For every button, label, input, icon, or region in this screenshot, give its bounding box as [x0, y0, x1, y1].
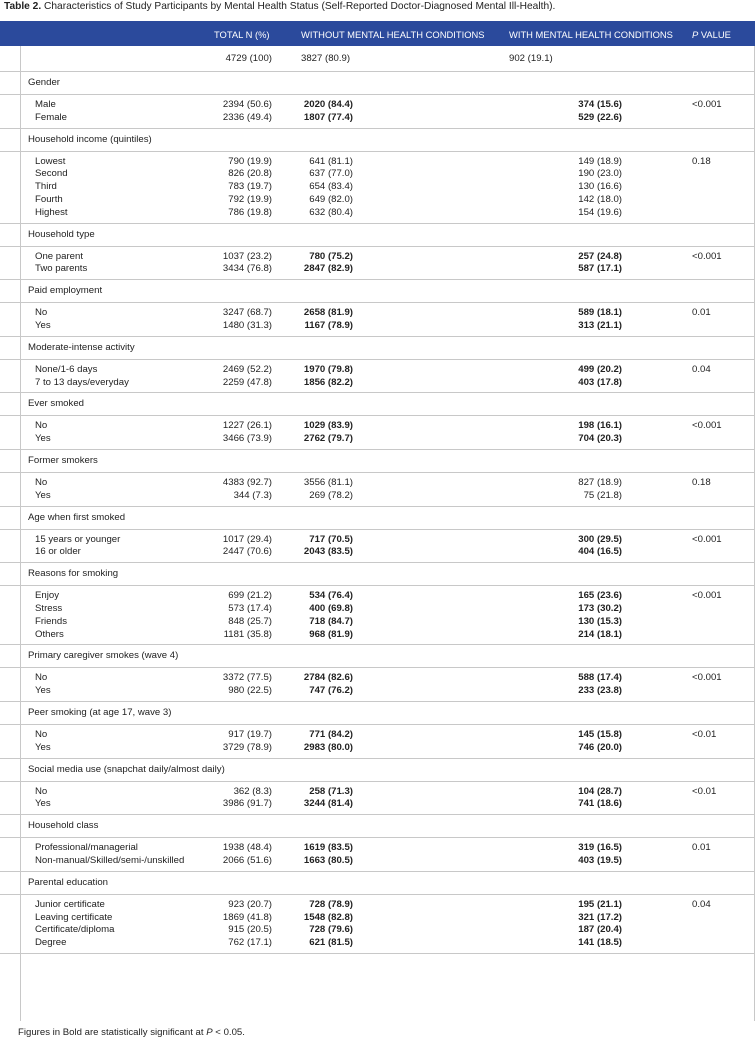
section-title: Moderate-intense activity: [0, 337, 755, 360]
cell-without: 2784 (82.6): [303, 672, 353, 684]
cell-with: 704 (20.3): [578, 433, 622, 445]
cell-with: 374 (15.6): [578, 99, 622, 110]
cell-p-value: 0.18: [692, 155, 711, 167]
cell-without: 968 (81.9): [309, 628, 353, 640]
cell-p-value: <0.001: [692, 99, 722, 110]
row-label: No: [35, 307, 48, 319]
table-header: [0, 21, 755, 46]
section-title: Primary caregiver smokes (wave 4): [0, 645, 755, 668]
cell-total: 2394 (50.6): [222, 99, 272, 110]
cell-total: 1017 (29.4): [222, 533, 272, 545]
section-rows: [0, 360, 755, 393]
cell-total: 2469 (52.2): [222, 363, 272, 375]
section-rows: [0, 668, 755, 701]
cell-total: 786 (19.8): [228, 206, 272, 218]
cell-with: 827 (18.9): [578, 476, 622, 488]
table-row: [0, 924, 755, 937]
header-p-value: P VALUE: [692, 29, 731, 40]
cell-without: 3244 (81.4): [303, 798, 353, 810]
cell-without: 2762 (79.7): [303, 433, 353, 445]
cell-total: 1480 (31.3): [222, 319, 272, 331]
section-rows: [0, 303, 755, 336]
cell-without: 1548 (82.8): [303, 911, 353, 923]
table-row: [0, 307, 755, 320]
table-row: [0, 112, 755, 125]
row-label: Two parents: [35, 263, 88, 275]
cell-without: 718 (84.7): [309, 615, 353, 627]
cell-without: 728 (79.6): [309, 924, 353, 936]
section-block: [0, 450, 755, 507]
cell-with: 154 (19.6): [578, 206, 622, 218]
row-label: Lowest: [35, 155, 66, 167]
cell-with: 187 (20.4): [578, 924, 622, 936]
table-row: [0, 490, 755, 503]
cell-with: 404 (16.5): [578, 546, 622, 558]
cell-without: 728 (78.9): [309, 898, 353, 910]
table-row: [0, 937, 755, 950]
row-label: Friends: [35, 615, 67, 627]
overall-row: [0, 46, 755, 72]
section-title: Former smokers: [0, 450, 755, 473]
cell-p-value: 0.01: [692, 307, 711, 319]
data-table: [0, 21, 755, 954]
row-label: No: [35, 420, 48, 432]
cell-total: 699 (21.2): [228, 590, 272, 602]
table-row: [0, 685, 755, 698]
table-row: [0, 546, 755, 559]
table-caption: [4, 0, 555, 14]
cell-total: 3247 (68.7): [222, 307, 272, 319]
cell-total: 1181 (35.8): [223, 628, 272, 640]
table-row: [0, 263, 755, 276]
section-title: Paid employment: [0, 280, 755, 303]
cell-without: 400 (69.8): [309, 602, 353, 614]
cell-with: 104 (28.7): [578, 785, 622, 797]
cell-total: 362 (8.3): [233, 785, 272, 797]
overall-with: 902 (19.1): [509, 53, 553, 64]
cell-with: 190 (23.0): [578, 168, 622, 180]
table-row: [0, 433, 755, 446]
section-rows: [0, 782, 755, 815]
section-block: [0, 815, 755, 872]
table-row: [0, 364, 755, 377]
section-block: [0, 507, 755, 564]
cell-p-value: <0.001: [692, 250, 722, 262]
cell-without: 2983 (80.0): [303, 741, 353, 753]
cell-with: 319 (16.5): [578, 842, 622, 854]
cell-without: 2020 (84.4): [303, 99, 353, 110]
section-block: [0, 337, 755, 394]
section-title: Gender: [0, 72, 755, 95]
cell-p-value: 0.04: [692, 363, 711, 375]
cell-without: 1807 (77.4): [303, 111, 353, 123]
cell-without: 2043 (83.5): [303, 546, 353, 558]
table-row: [0, 842, 755, 855]
cell-total: 573 (17.4): [228, 602, 272, 614]
table-row: [0, 377, 755, 390]
cell-with: 233 (23.8): [578, 685, 622, 697]
cell-total: 1869 (41.8): [222, 911, 272, 923]
cell-total: 3729 (78.9): [222, 741, 272, 753]
section-rows: [0, 586, 755, 644]
table-row: [0, 320, 755, 333]
cell-without: 534 (76.4): [309, 590, 353, 602]
row-label: Stress: [35, 602, 63, 614]
row-label: Junior certificate: [35, 898, 105, 910]
table-row: [0, 798, 755, 811]
row-label: Leaving certificate: [35, 911, 113, 923]
table-row: [0, 616, 755, 629]
row-label: Degree: [35, 937, 67, 949]
cell-total: 3986 (91.7): [222, 798, 272, 810]
table-row: [0, 742, 755, 755]
section-block: [0, 563, 755, 645]
section-rows: [0, 895, 755, 953]
cell-total: 790 (19.9): [228, 155, 272, 167]
cell-total: 4383 (92.7): [222, 476, 272, 488]
cell-with: 142 (18.0): [578, 193, 622, 205]
cell-without: 1970 (79.8): [303, 363, 353, 375]
cell-without: 258 (71.3): [309, 785, 353, 797]
header-total: TOTAL N (%): [214, 29, 270, 40]
cell-with: 130 (16.6): [578, 181, 622, 193]
row-label: Certificate/diploma: [35, 924, 115, 936]
section-block: [0, 280, 755, 337]
cell-with: 300 (29.5): [578, 533, 622, 545]
cell-without: 2847 (82.9): [303, 263, 353, 275]
cell-with: 589 (18.1): [578, 307, 622, 319]
cell-without: 649 (82.0): [309, 193, 353, 205]
row-label: No: [35, 785, 48, 797]
table-row: [0, 899, 755, 912]
row-label: Yes: [35, 798, 51, 810]
cell-without: 641 (81.1): [309, 155, 353, 167]
cell-with: 141 (18.5): [578, 937, 622, 949]
section-block: [0, 702, 755, 759]
row-label: Yes: [35, 433, 51, 445]
section-block: [0, 759, 755, 816]
row-label: Yes: [35, 685, 51, 697]
cell-p-value: 0.01: [692, 842, 711, 854]
section-title: Social media use (snapchat daily/almost daily): [0, 759, 755, 782]
cell-with: 587 (17.1): [578, 263, 622, 275]
table-row: [0, 181, 755, 194]
cell-p-value: <0.01: [692, 728, 717, 740]
cell-total: 923 (20.7): [228, 898, 272, 910]
cell-with: 403 (17.8): [578, 376, 622, 388]
cell-without: 3556 (81.1): [303, 476, 353, 488]
cell-with: 313 (21.1): [578, 319, 622, 331]
cell-total: 3372 (77.5): [222, 672, 272, 684]
section-block: [0, 393, 755, 450]
cell-with: 149 (18.9): [578, 155, 622, 167]
table-row: [0, 855, 755, 868]
cell-p-value: <0.001: [692, 590, 722, 602]
section-rows: [0, 247, 755, 280]
header-with: WITH MENTAL HEALTH CONDITIONS: [509, 29, 673, 40]
cell-with: 195 (21.1): [578, 898, 622, 910]
cell-without: 632 (80.4): [309, 206, 353, 218]
cell-total: 3466 (73.9): [222, 433, 272, 445]
cell-with: 588 (17.4): [578, 672, 622, 684]
table-row: [0, 251, 755, 264]
cell-without: 2658 (81.9): [303, 307, 353, 319]
table-footnote: Figures in Bold are statistically significant at P < 0.05.: [18, 1027, 245, 1038]
cell-without: 717 (70.5): [309, 533, 353, 545]
cell-without: 269 (78.2): [309, 489, 353, 501]
section-rows: [0, 95, 755, 128]
cell-total: 980 (22.5): [228, 685, 272, 697]
cell-p-value: 0.04: [692, 898, 711, 910]
section-title: Reasons for smoking: [0, 563, 755, 586]
cell-total: 2066 (51.6): [222, 854, 272, 866]
cell-without: 747 (76.2): [309, 685, 353, 697]
cell-total: 3434 (76.8): [222, 263, 272, 275]
table-row: [0, 534, 755, 547]
row-label: One parent: [35, 250, 84, 262]
table-body: [0, 72, 755, 954]
cell-total: 783 (19.7): [228, 181, 272, 193]
row-label: Non-manual/Skilled/semi-/unskilled: [35, 854, 185, 866]
cell-with: 321 (17.2): [578, 911, 622, 923]
section-rows: [0, 473, 755, 506]
table-label: Table 2.: [4, 1, 42, 12]
row-label: No: [35, 728, 48, 740]
cell-with: 75 (21.8): [583, 489, 622, 501]
table-row: [0, 477, 755, 490]
row-label: No: [35, 672, 48, 684]
cell-with: 198 (16.1): [578, 420, 622, 432]
table-row: [0, 420, 755, 433]
cell-total: 2259 (47.8): [222, 376, 272, 388]
cell-total: 1037 (23.2): [222, 250, 272, 262]
table-row: [0, 603, 755, 616]
section-title: Household class: [0, 815, 755, 838]
section-block: [0, 872, 755, 954]
cell-with: 257 (24.8): [578, 250, 622, 262]
cell-with: 130 (15.3): [578, 615, 622, 627]
table-row: [0, 729, 755, 742]
cell-with: 403 (19.5): [578, 854, 622, 866]
cell-without: 654 (83.4): [309, 181, 353, 193]
cell-total: 915 (20.5): [228, 924, 272, 936]
cell-total: 826 (20.8): [228, 168, 272, 180]
table-row: [0, 912, 755, 925]
row-label: 16 or older: [35, 546, 81, 558]
row-label: Yes: [35, 489, 51, 501]
header-without: WITHOUT MENTAL HEALTH CONDITIONS: [301, 29, 485, 40]
left-border: [20, 46, 21, 1021]
cell-without: 1167 (78.9): [304, 319, 353, 331]
section-rows: [0, 838, 755, 871]
cell-with: 529 (22.6): [578, 111, 622, 123]
table-row: [0, 629, 755, 642]
row-label: Professional/managerial: [35, 842, 138, 854]
section-block: [0, 129, 755, 224]
row-label: 7 to 13 days/everyday: [35, 376, 129, 388]
row-label: Male: [35, 99, 56, 110]
section-rows: [0, 416, 755, 449]
row-label: Third: [35, 181, 57, 193]
section-rows: [0, 530, 755, 563]
cell-with: 214 (18.1): [578, 628, 622, 640]
section-title: Peer smoking (at age 17, wave 3): [0, 702, 755, 725]
section-block: [0, 645, 755, 702]
row-label: No: [35, 476, 48, 488]
cell-with: 746 (20.0): [578, 741, 622, 753]
table-row: [0, 99, 755, 112]
cell-total: 2336 (49.4): [222, 111, 272, 123]
cell-total: 848 (25.7): [228, 615, 272, 627]
row-label: None/1-6 days: [35, 363, 98, 375]
cell-total: 917 (19.7): [228, 728, 272, 740]
row-label: Female: [35, 111, 67, 123]
row-label: 15 years or younger: [35, 533, 121, 545]
cell-p-value: 0.18: [692, 476, 711, 488]
section-block: [0, 72, 755, 129]
cell-p-value: <0.001: [692, 672, 722, 684]
section-title: Parental education: [0, 872, 755, 895]
cell-with: 165 (23.6): [578, 590, 622, 602]
table-row: [0, 156, 755, 169]
cell-without: 1619 (83.5): [303, 842, 353, 854]
cell-with: 741 (18.6): [578, 798, 622, 810]
cell-total: 1227 (26.1): [222, 420, 272, 432]
cell-with: 499 (20.2): [578, 363, 622, 375]
cell-p-value: <0.001: [692, 420, 722, 432]
cell-with: 173 (30.2): [578, 602, 622, 614]
cell-without: 621 (81.5): [309, 937, 353, 949]
table-row: [0, 168, 755, 181]
table-row: [0, 786, 755, 799]
cell-total: 792 (19.9): [228, 193, 272, 205]
overall-total: 4729 (100): [225, 53, 272, 64]
row-label: Fourth: [35, 193, 63, 205]
row-label: Highest: [35, 206, 68, 218]
cell-total: 2447 (70.6): [222, 546, 272, 558]
cell-without: 637 (77.0): [309, 168, 353, 180]
cell-without: 1856 (82.2): [303, 376, 353, 388]
section-title: Household income (quintiles): [0, 129, 755, 152]
row-label: Second: [35, 168, 68, 180]
cell-without: 780 (75.2): [309, 250, 353, 262]
row-label: Enjoy: [35, 590, 59, 602]
cell-p-value: <0.01: [692, 785, 717, 797]
row-label: Yes: [35, 741, 51, 753]
row-label: Yes: [35, 319, 51, 331]
cell-total: 344 (7.3): [233, 489, 272, 501]
section-rows: [0, 725, 755, 758]
cell-without: 1029 (83.9): [303, 420, 353, 432]
cell-without: 1663 (80.5): [303, 854, 353, 866]
cell-with: 145 (15.8): [578, 728, 622, 740]
table-title: Characteristics of Study Participants by Mental Health Status (Self-Reported Doctor-Diagnosed Mental Ill-Health).: [44, 1, 556, 12]
table-row: [0, 194, 755, 207]
table-row: [0, 207, 755, 220]
section-rows: [0, 152, 755, 223]
section-title: Household type: [0, 224, 755, 247]
section-title: Ever smoked: [0, 393, 755, 416]
overall-without: 3827 (80.9): [301, 53, 351, 64]
section-block: [0, 224, 755, 281]
table-row: [0, 672, 755, 685]
table-row: [0, 590, 755, 603]
cell-total: 1938 (48.4): [222, 842, 272, 854]
section-title: Age when first smoked: [0, 507, 755, 530]
cell-p-value: <0.001: [692, 533, 722, 545]
row-label: Others: [35, 628, 64, 640]
cell-without: 771 (84.2): [309, 728, 353, 740]
cell-total: 762 (17.1): [228, 937, 272, 949]
